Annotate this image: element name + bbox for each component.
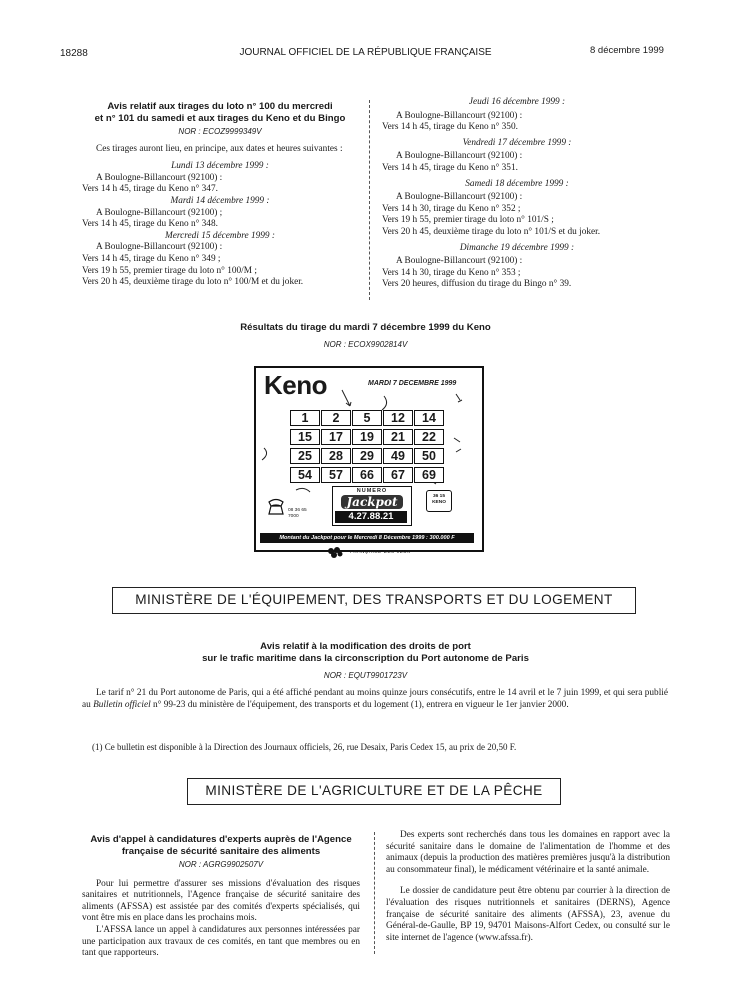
- bulletin-officiel-label: Bulletin officiel: [93, 699, 151, 710]
- keno-number: 28: [321, 448, 351, 464]
- afssa-left-para1: Pour lui permettre d'assurer ses missions d'évaluation des risques sanitaires et nutritionnels, l'Agence française de sécurité sanitaire des aliments (AFSSA) est assistée par des comités d'experts spécialisés, qui vont être mis en place dans les prochains mois.: [82, 878, 360, 924]
- ministry-equipment-heading: MINISTÈRE DE L'ÉQUIPEMENT, DES TRANSPORTS ET DU LOGEMENT: [112, 587, 636, 614]
- keno-number: 25: [290, 448, 320, 464]
- day-heading: Dimanche 19 décembre 1999 :: [459, 242, 575, 253]
- keno-number: 1: [290, 410, 320, 426]
- keno-number: 54: [290, 467, 320, 483]
- jackpot-label: NUMERO: [356, 488, 388, 494]
- afssa-right-para2: Le dossier de candidature peut être obtenu par courrier à la direction de l'évaluation des risques nutritionnels et sanitaires (DERNS), Agence française de sécurité sanitaire des aliments (AFSSA), 23, avenue du Général-de-Gaulle, BP 19, 94701 Maisons-Alfort Cedex, ou consulté sur le site internet de l'agence (www.afssa.fr).: [386, 886, 670, 943]
- keno-ticket: [254, 366, 484, 552]
- keno-number: 19: [352, 429, 382, 445]
- afssa-title-2: française de sécurité sanitaire des aliments: [121, 845, 321, 857]
- keno-number: 21: [383, 429, 413, 445]
- day-line: Vers 14 h 30, tirage du Keno n° 353 ;: [382, 267, 521, 278]
- day-heading: Samedi 18 décembre 1999 :: [465, 178, 569, 189]
- day-line: Vers 14 h 30, tirage du Keno n° 352 ;: [382, 203, 521, 214]
- column-divider: [374, 832, 375, 954]
- phone-number: 08 36 65 7000: [288, 508, 307, 519]
- day-line: Vers 20 h 45, deuxième tirage du loto n° 101/S et du joker.: [382, 226, 601, 237]
- afssa-left-para2: L'AFSSA lance un appel à candidatures aux personnes intéressées par une participation aux travaux de ces comités, en tant que membres ou en tant que rapporteurs.: [82, 924, 360, 959]
- keno-draw-date: MARDI 7 DECEMBRE 1999: [368, 380, 457, 387]
- day-line: A Boulogne-Billancourt (92100) :: [96, 172, 223, 183]
- keno-results-title: Résultats du tirage du mardi 7 décembre 1999 du Keno: [240, 322, 491, 333]
- loto-title-2: et n° 101 du samedi et aux tirages du Keno et du Bingo: [94, 112, 346, 124]
- jackpot-word: Jackpot: [341, 495, 403, 509]
- keno-number: 17: [321, 429, 351, 445]
- day-line: Vers 19 h 55, premier tirage du loto n° 100/M ;: [82, 265, 257, 276]
- clover-logo-icon: [325, 546, 347, 560]
- minitel-code: 36 15 KENO: [426, 490, 452, 512]
- afssa-notice-right: [386, 830, 670, 944]
- port-body-part1: Le tarif n° 21 du Port autonome de Paris, qui a été affiché pendant au moins quinze jours consécutifs, entre le 14 avril et le 7 juin 1999, et qui sera publié au: [82, 688, 668, 710]
- ministry-agriculture-heading: MINISTÈRE DE L'AGRICULTURE ET DE LA PÊCHE: [187, 778, 561, 805]
- day-line: A Boulogne-Billancourt (92100) :: [396, 192, 523, 203]
- jackpot-amount-banner: Montant du Jackpot pour le Mercredi 8 Décembre 1999 : 300.000 F: [260, 533, 474, 543]
- day-line: Vers 14 h 45, tirage du Keno n° 349 ;: [82, 253, 221, 264]
- jackpot-number: 4.27.88.21: [335, 511, 407, 523]
- day-line: A Boulogne-Billancourt (92100) :: [396, 151, 523, 162]
- loto-nor: NOR : ECOZ9999349V: [178, 127, 262, 136]
- telephone-icon: [266, 498, 286, 516]
- day-heading: Mardi 14 décembre 1999 :: [170, 195, 270, 206]
- day-line: Vers 14 h 45, tirage du Keno n° 350.: [382, 122, 518, 133]
- afssa-nor: NOR : AGRG9902507V: [178, 860, 264, 869]
- day-heading: Mercredi 15 décembre 1999 :: [165, 230, 275, 241]
- publisher-name: FRANÇAISE DES JEUX: [350, 549, 411, 554]
- day-line: A Boulogne-Billancourt (92100) :: [396, 110, 523, 121]
- port-footnote: (1) Ce bulletin est disponible à la Direction des Journaux officiels, 26, rue Desaix, Paris Cedex 15, au prix de 20,50 F.: [92, 742, 517, 752]
- keno-number: 12: [383, 410, 413, 426]
- day-line: Vers 19 h 55, premier tirage du loto n° 101/S ;: [382, 215, 554, 226]
- port-body-part2: n° 99-23 du ministère de l'équipement, des transports et du logement (1), entrera en vigueur le 1er janvier 2000.: [153, 699, 569, 710]
- keno-number: 22: [414, 429, 444, 445]
- journal-title: JOURNAL OFFICIEL DE LA RÉPUBLIQUE FRANÇAISE: [239, 47, 492, 58]
- page-number: 18288: [60, 48, 88, 59]
- day-line: A Boulogne-Billancourt (92100) ;: [96, 207, 223, 218]
- day-line: Vers 14 h 45, tirage du Keno n° 351.: [382, 162, 518, 173]
- day-line: Vers 14 h 45, tirage du Keno n° 348.: [82, 219, 218, 230]
- day-heading: Lundi 13 décembre 1999 :: [171, 161, 269, 172]
- keno-number: 14: [414, 410, 444, 426]
- afssa-right-para1: Des experts sont recherchés dans tous les domaines en rapport avec la sécurité sanitaire dans le domaine de l'alimentation de l'homme et des animaux (depuis la production des matières premières jusqu'à la distribution au consommateur final), le médicament vétérinaire et la santé animale.: [386, 830, 670, 875]
- port-notice-body: [82, 688, 668, 711]
- keno-logo: Keno: [264, 370, 327, 400]
- keno-number: 2: [321, 410, 351, 426]
- port-notice-title-2: sur le trafic maritime dans la circonscription du Port autonome de Paris: [202, 653, 529, 664]
- afssa-notice-left: [82, 834, 360, 960]
- port-notice-title-1: Avis relatif à la modification des droits de port: [260, 641, 471, 652]
- day-line: Vers 14 h 45, tirage du Keno n° 347.: [82, 184, 218, 195]
- loto-intro: Ces tirages auront lieu, en principe, aux dates et heures suivantes :: [96, 143, 343, 154]
- keno-number: 67: [383, 467, 413, 483]
- keno-results-nor: NOR : ECOX9902814V: [323, 340, 408, 349]
- jackpot-box: [332, 486, 412, 526]
- loto-notice-right: [382, 97, 652, 291]
- column-divider: [369, 100, 370, 300]
- day-line: Vers 20 h 45, deuxième tirage du loto n° 100/M et du joker.: [82, 277, 304, 288]
- loto-notice-left: [82, 101, 358, 289]
- keno-number: 29: [352, 448, 382, 464]
- keno-number: 66: [352, 467, 382, 483]
- day-line: A Boulogne-Billancourt (92100) :: [396, 256, 523, 267]
- day-heading: Jeudi 16 décembre 1999 :: [468, 97, 566, 107]
- port-notice-nor: NOR : EQUT9901723V: [323, 671, 408, 680]
- keno-number: 49: [383, 448, 413, 464]
- keno-number: 69: [414, 467, 444, 483]
- keno-number: 57: [321, 467, 351, 483]
- day-line: A Boulogne-Billancourt (92100) :: [96, 242, 223, 253]
- day-line: Vers 20 heures, diffusion du tirage du Bingo n° 39.: [382, 279, 572, 290]
- keno-number: 15: [290, 429, 320, 445]
- loto-title-1: Avis relatif aux tirages du loto n° 100 du mercredi: [107, 101, 333, 112]
- keno-number: 5: [352, 410, 382, 426]
- afssa-title-1: Avis d'appel à candidatures d'experts auprès de l'Agence: [90, 834, 352, 845]
- keno-number: 50: [414, 448, 444, 464]
- header-date: 8 décembre 1999: [590, 45, 664, 56]
- day-heading: Vendredi 17 décembre 1999 :: [462, 137, 572, 148]
